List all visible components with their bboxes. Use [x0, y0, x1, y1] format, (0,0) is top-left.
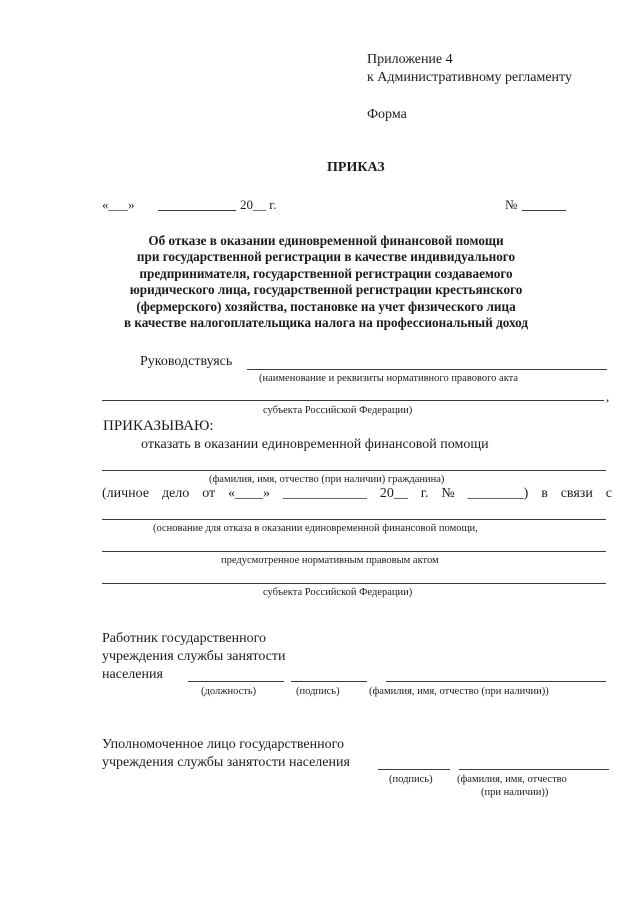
title-line: Об отказе в оказании единовременной финансовой помощи: [148, 233, 504, 248]
case-word: в: [541, 486, 548, 501]
caption-worker-signature: (подпись): [296, 686, 340, 697]
fio-line: [102, 470, 606, 471]
case-word: с: [605, 486, 612, 501]
title-line: в качестве налогоплательщика налога на профессиональный доход: [123, 315, 529, 331]
worker-fio-line: [386, 681, 606, 682]
authorized-line-1: Уполномоченное лицо государственного: [102, 737, 344, 752]
caption-authorized-fio-1: (фамилия, имя, отчество: [457, 774, 567, 785]
title-line: предпринимателя, государственной регистрации создаваемого: [139, 265, 513, 281]
case-word: №: [441, 486, 455, 501]
number-label: №: [505, 197, 518, 212]
case-row: [102, 486, 612, 502]
subject-line: [102, 583, 606, 584]
form-label: Форма: [367, 107, 407, 122]
date-open: «___»: [102, 197, 135, 212]
signature-line: [291, 681, 367, 682]
order-heading: ПРИКАЗ: [327, 160, 385, 175]
authorized-line-2: учреждения службы занятости населения: [102, 755, 350, 770]
caption-act: (наименование и реквизиты нормативного правового акта: [259, 373, 519, 384]
caption-worker-fio: (фамилия, имя, отчество (при наличии)): [369, 686, 549, 697]
order-word: ПРИКАЗЫВАЮ:: [103, 418, 214, 434]
comma: ,: [606, 389, 610, 404]
title-line: при государственной регистрации в качестве индивидуального: [136, 249, 516, 265]
caption-position: (должность): [201, 686, 257, 697]
caption-subject-2: субъекта Российской Федерации): [263, 587, 413, 598]
caption-authorized-fio-2: (при наличии)): [481, 787, 549, 798]
refuse-text: отказать в оказании единовременной финансовой помощи: [141, 437, 489, 452]
caption-reason: (основание для отказа в оказании единовременной финансовой помощи,: [153, 523, 478, 534]
date-year: 20__ г.: [240, 197, 277, 212]
case-word: от: [202, 486, 216, 501]
case-word: г.: [420, 486, 429, 501]
title-line: (фермерского) хозяйства, постановке на учет физического лица: [136, 298, 516, 314]
caption-authorized-signature: (подпись): [389, 774, 433, 785]
authorized-fio-line: [459, 769, 609, 770]
act-line-2: [102, 400, 604, 401]
act-line: [247, 369, 607, 370]
order-title: [108, 233, 544, 331]
authorized-signature-line: [378, 769, 450, 770]
caption-subject: субъекта Российской Федерации): [263, 405, 413, 416]
date-month-line: [158, 210, 236, 211]
reason-line: [102, 519, 606, 520]
worker-line-3: населения: [102, 667, 163, 682]
case-word: связи: [560, 486, 593, 501]
case-word: (личное: [102, 486, 150, 501]
case-word: ____________: [282, 486, 367, 501]
case-word: 20__: [379, 486, 408, 501]
position-line: [188, 681, 284, 682]
caption-provided: предусмотренное нормативным правовым актом: [221, 555, 439, 566]
title-line: юридического лица, государственной регистрации крестьянского: [129, 282, 523, 298]
guided-by-label: Руководствуясь: [140, 354, 233, 369]
provided-line: [102, 551, 606, 552]
worker-line-1: Работник государственного: [102, 631, 267, 646]
caption-fio: (фамилия, имя, отчество (при наличии) гражданина): [209, 474, 445, 485]
case-word: дело: [161, 486, 190, 501]
worker-line-2: учреждения службы занятости: [102, 649, 286, 664]
case-word: «____»: [228, 486, 271, 501]
regulation-label: к Административному регламенту: [367, 70, 572, 85]
appendix-label: Приложение 4: [367, 52, 453, 67]
case-word: ________): [467, 486, 529, 501]
number-line: [522, 210, 566, 211]
